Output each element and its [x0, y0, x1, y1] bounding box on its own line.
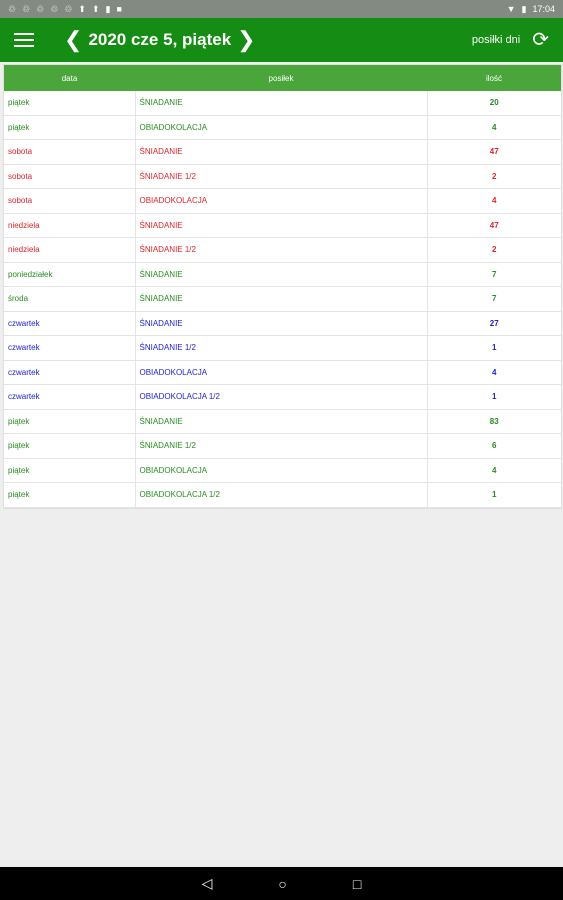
table-row[interactable] [4, 189, 561, 214]
cell-date: sobota [4, 189, 135, 214]
cell-qty: 1 [427, 336, 561, 361]
refresh-icon[interactable]: ⟳ [532, 29, 549, 51]
notification-icon: ♲ [36, 4, 45, 14]
cell-date: poniedziałek [4, 262, 135, 287]
home-icon[interactable]: ○ [278, 875, 287, 892]
wifi-icon: ▼ [506, 4, 516, 14]
cell-meal: ŚNIADANIE [135, 287, 427, 312]
header-date: data [4, 65, 135, 91]
cell-date: piątek [4, 458, 135, 483]
cell-meal: ŚNIADANIE [135, 262, 427, 287]
table-row[interactable] [4, 213, 561, 238]
cell-meal: ŚNIADANIE [135, 91, 427, 115]
app-bar [0, 18, 563, 62]
cell-meal: OBIADOKOLACJA [135, 458, 427, 483]
notification-icon: ⬆ [78, 4, 86, 14]
cell-qty: 4 [427, 189, 561, 214]
cell-date: piątek [4, 115, 135, 140]
cell-qty: 47 [427, 140, 561, 165]
cell-meal: ŚNIADANIE 1/2 [135, 336, 427, 361]
cell-date: czwartek [4, 385, 135, 410]
menu-icon[interactable] [14, 33, 34, 47]
cell-meal: OBIADOKOLACJA [135, 360, 427, 385]
cell-qty: 1 [427, 385, 561, 410]
notification-icon: ▮ [105, 4, 111, 14]
meals-table [3, 64, 562, 509]
table-row[interactable] [4, 262, 561, 287]
recents-icon[interactable]: □ [352, 875, 362, 892]
table-row[interactable] [4, 385, 561, 410]
cell-qty: 83 [427, 409, 561, 434]
cell-date: niedziela [4, 213, 135, 238]
cell-meal: ŚNIADANIE [135, 409, 427, 434]
cell-qty: 4 [427, 458, 561, 483]
table-row[interactable] [4, 115, 561, 140]
cell-qty: 1 [427, 483, 561, 508]
notification-icon: ♲ [50, 4, 59, 14]
notification-icon: ♲ [8, 4, 17, 14]
table-row[interactable] [4, 336, 561, 361]
notification-icon: ■ [116, 4, 122, 14]
next-day-icon[interactable]: ❯ [237, 27, 256, 52]
cell-qty: 2 [427, 238, 561, 263]
cell-qty: 2 [427, 164, 561, 189]
cell-qty: 7 [427, 262, 561, 287]
cell-qty: 6 [427, 434, 561, 459]
cell-date: czwartek [4, 336, 135, 361]
cell-date: piątek [4, 434, 135, 459]
cell-qty: 20 [427, 91, 561, 115]
notification-icon: ♲ [64, 4, 73, 14]
cell-meal: ŚNIADANIE 1/2 [135, 164, 427, 189]
header-meal: posiłek [135, 65, 427, 91]
status-bar [0, 0, 563, 18]
cell-meal: ŚNIADANIE [135, 311, 427, 336]
table-row[interactable] [4, 91, 561, 115]
table-row[interactable] [4, 238, 561, 263]
cell-date: sobota [4, 164, 135, 189]
cell-date: piątek [4, 91, 135, 115]
notification-icon: ♲ [22, 4, 31, 14]
cell-meal: OBIADOKOLACJA [135, 115, 427, 140]
notification-icon: ⬆ [91, 4, 100, 14]
cell-date: czwartek [4, 360, 135, 385]
table-row[interactable] [4, 164, 561, 189]
table-header-row [4, 65, 561, 91]
cell-date: piątek [4, 483, 135, 508]
cell-meal: OBIADOKOLACJA [135, 189, 427, 214]
cell-date: środa [4, 287, 135, 312]
cell-qty: 4 [427, 115, 561, 140]
table-row[interactable] [4, 458, 561, 483]
back-icon[interactable]: ◁ [201, 875, 213, 891]
cell-date: niedziela [4, 238, 135, 263]
system-nav-bar [0, 867, 563, 900]
cell-qty: 47 [427, 213, 561, 238]
table-row[interactable] [4, 287, 561, 312]
cell-date: sobota [4, 140, 135, 165]
header-qty: ilość [427, 65, 561, 91]
table-row[interactable] [4, 360, 561, 385]
table-row[interactable] [4, 311, 561, 336]
cell-meal: ŚNIADANIE 1/2 [135, 238, 427, 263]
table-row[interactable] [4, 140, 561, 165]
cell-date: czwartek [4, 311, 135, 336]
cell-qty: 7 [427, 287, 561, 312]
table-row[interactable] [4, 434, 561, 459]
cell-date: piątek [4, 409, 135, 434]
cell-meal: OBIADOKOLACJA 1/2 [135, 385, 427, 410]
cell-meal: ŚNIADANIE [135, 140, 427, 165]
cell-meal: OBIADOKOLACJA 1/2 [135, 483, 427, 508]
table-row[interactable] [4, 409, 561, 434]
cell-meal: ŚNIADANIE 1/2 [135, 434, 427, 459]
table-row[interactable] [4, 483, 561, 508]
cell-meal: ŚNIADANIE [135, 213, 427, 238]
notification-icons [0, 0, 122, 18]
prev-day-icon[interactable]: ❮ [64, 27, 83, 52]
status-time: 17:04 [532, 4, 555, 14]
date-title: 2020 cze 5, piątek [88, 30, 232, 49]
cell-qty: 4 [427, 360, 561, 385]
meals-days-button[interactable]: posiłki dni [471, 34, 521, 46]
battery-icon: ▮ [521, 3, 527, 14]
cell-qty: 27 [427, 311, 561, 336]
